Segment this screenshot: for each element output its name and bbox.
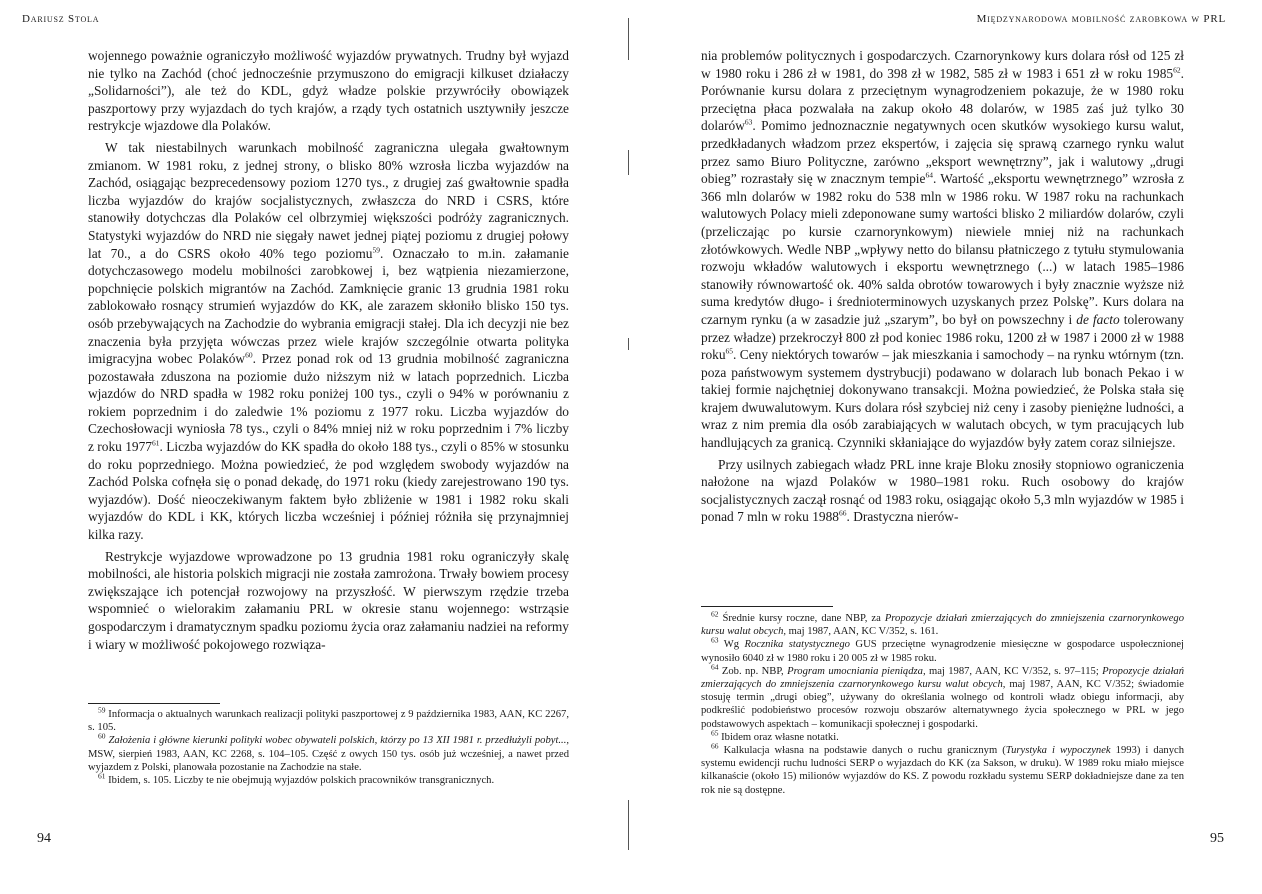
paragraph: nia problemów politycznych i gospodarczych. Czarnorynkowy kurs dolara rósł od 125 zł w 1980 roku i 286 zł w 1981, do 398 zł w 1982, 585 zł w 1983 i 651 zł w roku 1985$^{62}$. Porównanie kursu dolara z przeciętnym wynagrodzeniem pokazuje, że w 1980 roku przeciętna płaca pozwalała na zakup około 48 dolarów, w 1985 zaś już tylko 30 dolarów$^{63}$. Pomimo jednoznacznie negatywnych ocen skutków wysokiego kursu walut, przedkładanych władzom przez ekspertów, i zajęcia się sprawą czarnego rynku walut przez samo Biuro Polityczne, zarówno „eksport wewnętrzny”, jak i walutowy „drugi obieg” rozrastały się w znacznym tempie$^{64}$. Wartość „eksportu wewnętrznego” wzrosła z 366 mln dolarów w 1982 roku do 538 mln w 1986 roku. W 1987 roku na rachunkach walutowych Polacy mieli zdeponowane sumy wartości blisko 2 miliardów dolarów, czyli (przeliczając po kursie czarnorynkowym) niewiele mniej niż na rachunkach złotówkowych. Wedle NBP „wpływy netto do bilansu płatniczego z tytułu stymulowania rozwoju wkładów walutowych i eksportu wewnętrznego (...) w latach 1985–1986 stanowiły równowartość ok. 40% salda obrotów towarowych i były znacznie wyższe niż suma kredytów długo- i średnioterminowych uzyskanych przez Polskę”. Kurs dolara na czarnym rynku (a w zasadzie już „szarym”, bo był on powszechny i de facto tolerowany przez władze) przekroczył 800 zł pod koniec 1986 roku, 1200 zł w 1987 i 2000 zł w 1988 roku$^{65}$. Ceny niektórych towarów – jak mieszkania i samochody – na rynku wtórnym (tzn. poza państwowym systemem dystrybucji) podawano w dolarach lub bonach Pekao i w takiej formie najchętniej dokonywano transakcji. Można powiedzieć, że Polska stała się krajem dwuwalutowym. Kurs dolara rósł szybciej niż ceny i zasoby pieniężne ludności, a wraz z nim premia dla osób zarabiających w walutach obcych, w tym pracujących lub handlujących za granicą. Czynniki skłaniające do wyjazdów były zatem coraz silniejsze. (701, 48, 1184, 451)
footnote: $^{60}$ Założenia i główne kierunki polityki wobec obywateli polskich, którzy po 13 XII 1981 r. przedłużyli pobyt..., MSW, sierpień 1983, AAN, KC 2268, s. 104–105. Część z owych 150 tys. osób już wcześniej, a nawet przed wyjazdem z Polski, planowała pozostanie na Zachodzie na stałe. (88, 731, 569, 773)
footnote-ref: 63 (744, 117, 753, 127)
right-page (632, 0, 1262, 894)
footnote: $^{63}$ Wg Rocznika statystycznego GUS przeciętne wynagrodzenie miesięczne w gospodarce uspołecznionej wynosiło 6040 zł w 1980 roku i 20 005 zł w 1985 roku. (701, 635, 1184, 664)
body-text (88, 47, 569, 657)
running-head-title: Międzynarodowa mobilność zarobkowa w PRL (976, 13, 1226, 25)
paragraph: wojennego poważnie ograniczyło możliwość wyjazdów prywatnych. Trudny był wyjazd nie tylko na Zachód (choć jednocześnie przymuszono do emigracji kilkuset działaczy „Solidarności”), ale też do KDL, gdyż władze polskie przywróciły obowiązek paszportowy przy wyjazdach do tych krajów, a rządy tych ostatnich usztywniły jeszcze restrykcje wjazdowe dla Polaków. (88, 48, 569, 134)
body-text (701, 47, 1184, 530)
left-page (0, 0, 630, 894)
paragraph: Restrykcje wyjazdowe wprowadzone po 13 grudnia 1981 roku ograniczyły skalę mobilności, ale historia polskich migracji nie została zamrożona. Trwały bowiem procesy zwiększające ich potencjał rozwojowy na przyszłość. W pierwszym rzędzie trzeba wspomnieć o wielorakim załamaniu PRL w okresie stanu wojennego: wstrząsie gospodarczym i dramatycznym spadku poziomu życia oraz załamaniu nadziei na reformy i wiary w możliwość pokojowego rozwiąza- (88, 548, 569, 652)
footnote-ref: 60 (245, 350, 253, 360)
footnote: $^{65}$ Ibidem oraz własne notatki. (711, 728, 839, 743)
footnote-ref: 59 (372, 245, 380, 255)
footnote: $^{59}$ Informacja o aktualnych warunkach realizacji polityki paszportowej z 9 października 1983, AAN, KC 2267, s. 105. (88, 705, 569, 734)
page-number: 94 (37, 831, 51, 846)
footnote-ref: 64 (925, 170, 933, 180)
footnote-ref: 62 (1173, 65, 1181, 75)
paragraph: W tak niestabilnych warunkach mobilność zagraniczna ulegała gwałtownym zmianom. W 1981 roku, z jednej strony, o blisko 80% wzrosła liczba wyjazdów na Zachód, osiągając bezprecedensowy poziom 1270 tys., z drugiej zaś gwałtownie spadła liczba wyjazdów do krajów socjalistycznych, zwłaszcza do NRD i CSRS, które stanowiły dotychczas dla Polaków cel olbrzymiej większości podróży zagranicznych. Statystyki wyjazdów do NRD nie sięgały nawet jednej piątej poziomu z drugiej połowy lat 70., a do CSRS około 40% tego poziomu$^{59}$. Oznaczało to m.in. załamanie dotychczasowego modelu mobilności zarobkowej i, bez wątpienia niezamierzone, popchnięcie polskich migrantów na Zachód. Zamknięcie granic 13 grudnia 1981 roku zablokowało rosnący strumień wyjazdów do KK, ale zarazem skłoniło blisko 150 tys. osób przebywających na Zachodzie do wybrania emigracji stałej. Dla ich decyzji nie bez znaczenia była przyjęta wówczas przez wiele krajów szczególnie otwarta polityka imigracyjna wobec Polaków$^{60}$. Przez ponad rok od 13 grudnia mobilność zagraniczna pozostawała zduszona na poziomie dużo niższym niż w latach poprzednich. Liczba wjazdów do NRD spadła w 1982 roku poniżej 100 tys., czyli o 94% w porównaniu z rokiem poprzednim i do zaledwie 1% poziomu z 1977 roku. Liczba wyjazdów do Czechosłowacji wyniosła 78 tys., czyli o 84% mniej niż w roku poprzednim i 7% liczby z roku 1977$^{61}$. Liczba wyjazdów do KK spadła do około 188 tys., czyli o 85% w stosunku do roku poprzedniego. Można powiedzieć, że pod względem swobody wyjazdów na Zachód Polska cofnęła się o ponad dekadę, do 1971 roku (kiedy zarejestrowano 190 tys. wyjazdów). Dość nieoczekiwanym faktem było zbliżenie w 1981 i 1982 roku skali wyjazdów do KDL i KK, których liczba wcześniej i później różniła się przynajmniej kilka razy. (88, 139, 569, 543)
footnote-rule (88, 703, 220, 704)
footnote-ref: 65 (725, 346, 734, 356)
footnote-ref: 66 (839, 508, 847, 518)
footnote: $^{66}$ Kalkulacja własna na podstawie danych o ruchu granicznym (Turystyka i wypoczynek 1993) i danych systemu ewidencji ruchu ludności SERP o wyjazdach do KK (za Sakson, w druku). W 1989 roku miało miejsce kilkanaście (około 15) milionów wyjazdów do KS. Z powodu rozkładu systemu SERP dokładniejsze dane za ten rok nie są dostępne. (701, 741, 1185, 796)
footnotes (701, 609, 1185, 797)
page-number: 95 (1210, 831, 1224, 846)
book-gutter (628, 0, 631, 894)
paragraph: Przy usilnych zabiegach władz PRL inne kraje Bloku znosiły stopniowo ograniczenia nałożone na wjazd Polaków w 1980–1981 roku. Ruch osobowy do krajów socjalistycznych zaczął rosnąć od 1983 roku, osiągając około 5,3 mln wyjazdów w 1985 i ponad 7 mln w roku 1988$^{66}$. Drastyczna nierów- (701, 456, 1184, 525)
footnote: $^{61}$ Ibidem, s. 105. Liczby te nie obejmują wyjazdów polskich pracowników transgranicznych. (98, 771, 495, 787)
footnote-ref: 61 (151, 438, 160, 448)
footnote: $^{62}$ Średnie kursy roczne, dane NBP, za Propozycje działań zmierzających do zmniejszenia czarnorynkowego kursu walut obcych, maj 1987, AAN, KC V/352, s. 161. (701, 609, 1184, 638)
footnote: $^{64}$ Zob. np. NBP, Program umocniania pieniądza, maj 1987, AAN, KC V/352, s. 97–115; Propozycje działań zmierzających do zmniejszenia czarnorynkowego kursu walut obcych, maj 1987, AAN, KC V/352; świadomie stosuję termin „drugi obieg”, używany do określania wolnego od kontroli władz obiegu informacji, aby podkreślić podobieństwo procesów rozwoju obszarów alternatywnego życia społecznego w PRL w jego podstawowych aspektach – komunikacji społecznej i gospodarki. (701, 662, 1185, 730)
footnote-rule (701, 606, 833, 607)
footnotes (88, 705, 569, 787)
running-head-author: Dariusz Stola (22, 13, 100, 25)
